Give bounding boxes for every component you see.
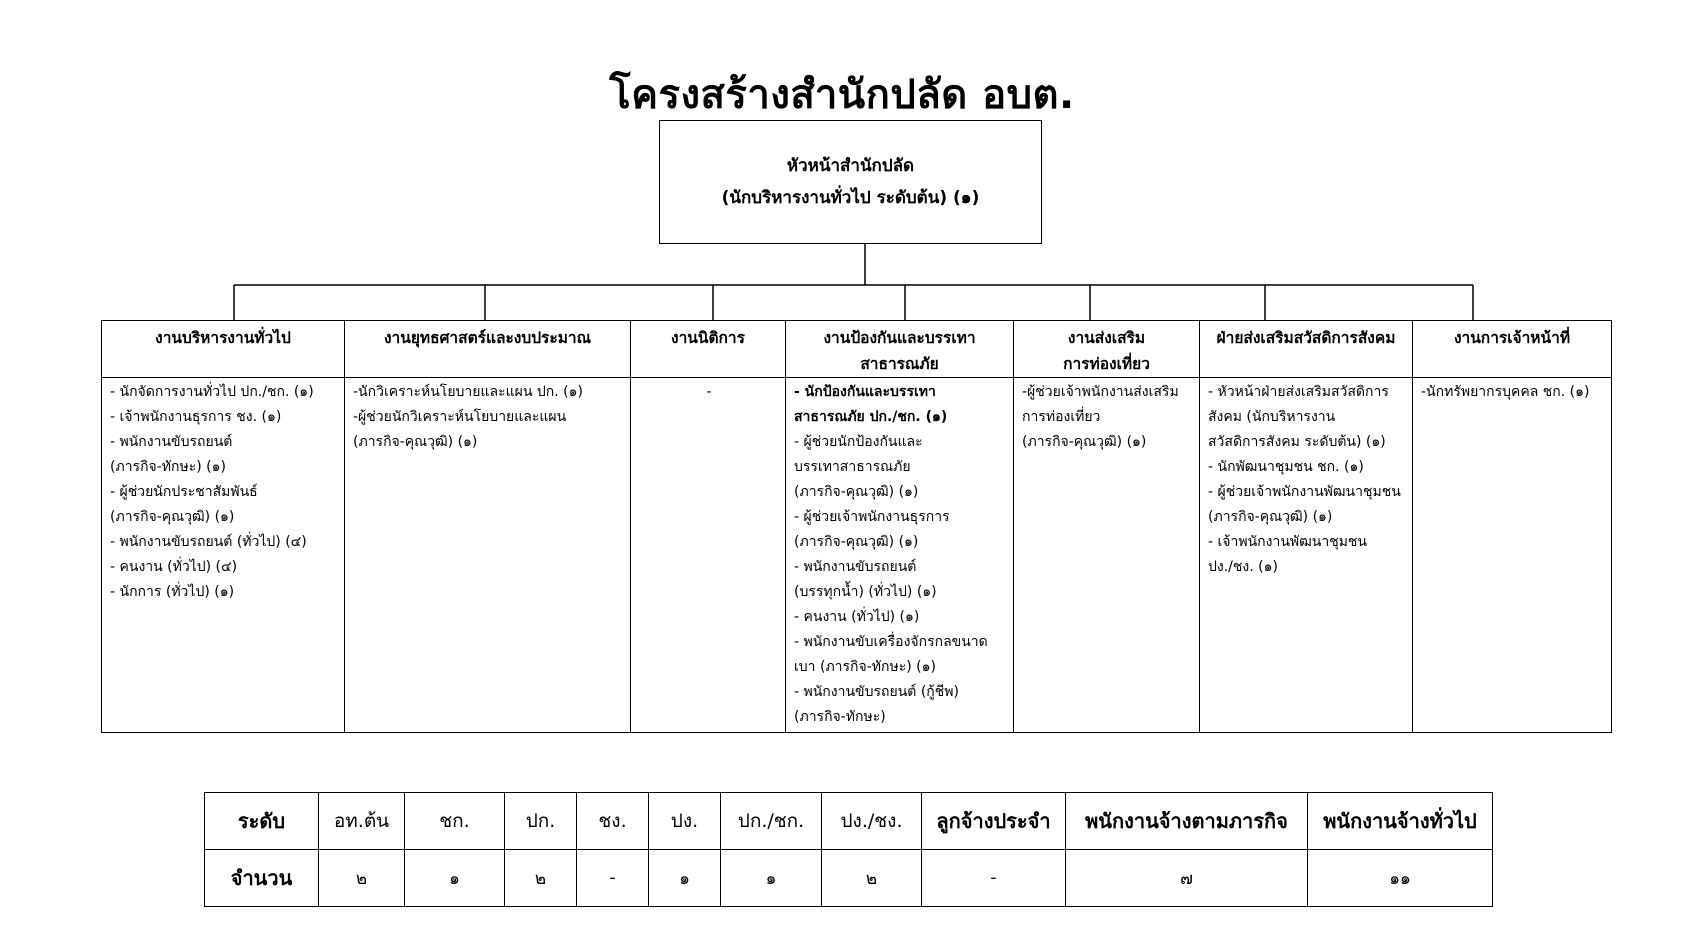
summary-table	[204, 792, 1493, 907]
head-subtitle: (นักบริหารงานทั่วไป ระดับต้น) (๑)	[721, 188, 980, 208]
staff-item: -นักทรัพยากรบุคคล ชก. (๑)	[1421, 384, 1590, 400]
division-header-disaster: งานป้องกันและบรรเทา สาธารณภัย	[786, 321, 1014, 378]
staff-item: - ผู้ช่วยนักป้องกันและ บรรเทาสาธารณภัย (ภารกิจ-คุณวุฒิ) (๑)	[794, 434, 923, 500]
division-staff-personnel	[1413, 378, 1612, 733]
summary-count-cell: ๗	[1066, 850, 1308, 907]
staff-item: - คนงาน (ทั่วไป) (๑)	[794, 609, 920, 625]
staff-item: - นักจัดการงานทั่วไป ปก./ชก. (๑)	[110, 384, 314, 400]
division-header-row	[102, 321, 1612, 378]
summary-level-cell: พนักงานจ้างทั่วไป	[1308, 793, 1493, 850]
staff-item: - พนักงานขับรถยนต์ (ทั่วไป) (๔)	[110, 534, 307, 550]
staff-item: -ผู้ช่วยนักวิเคราะห์นโยบายและแผน (ภารกิจ-คุณวุฒิ) (๑)	[353, 409, 567, 450]
staff-item: - พนักงานขับเครื่องจักรกลขนาด เบา (ภารกิจ-ทักษะ) (๑)	[794, 634, 988, 675]
staff-item: - นักพัฒนาชุมชน ชก. (๑)	[1208, 459, 1364, 475]
division-staff-disaster	[786, 378, 1014, 733]
staff-item: - ผู้ช่วยเจ้าพนักงานพัฒนาชุมชน (ภารกิจ-คุณวุฒิ) (๑)	[1208, 484, 1401, 525]
summary-level-cell: ลูกจ้างประจำ	[922, 793, 1066, 850]
summary-count-cell: ๒	[319, 850, 405, 907]
division-header-strategy: งานยุทธศาสตร์และงบประมาณ	[345, 321, 631, 378]
division-staff-tourism	[1014, 378, 1200, 733]
summary-count-cell: ๑	[405, 850, 505, 907]
staff-item: - คนงาน (ทั่วไป) (๔)	[110, 559, 238, 575]
summary-count-cell: ๑	[721, 850, 822, 907]
summary-level-row	[205, 793, 1493, 850]
summary-level-cell: ปง.	[649, 793, 721, 850]
summary-count-cell: ๑	[649, 850, 721, 907]
division-staff-row	[102, 378, 1612, 733]
summary-level-cell: ปก.	[505, 793, 577, 850]
summary-level-label: ระดับ	[205, 793, 319, 850]
staff-item: - นักการ (ทั่วไป) (๑)	[110, 584, 235, 600]
page-title: โครงสร้างสำนักปลัด อบต.	[609, 72, 1075, 118]
summary-level-cell: พนักงานจ้างตามภารกิจ	[1066, 793, 1308, 850]
division-table	[101, 320, 1612, 733]
division-header-personnel: งานการเจ้าหน้าที่	[1413, 321, 1612, 378]
division-staff-admin	[102, 378, 345, 733]
staff-item-lead: - นักป้องกันและบรรเทา สาธารณภัย ปก./ชก. (๑)	[794, 384, 948, 425]
staff-item: - พนักงานขับรถยนต์ (ภารกิจ-ทักษะ) (๑)	[110, 434, 233, 475]
division-header-legal: งานนิติการ	[631, 321, 786, 378]
staff-item: - พนักงานขับรถยนต์ (กู้ชีพ) (ภารกิจ-ทักษะ)	[794, 684, 959, 725]
summary-count-label: จำนวน	[205, 850, 319, 907]
summary-level-cell: ชก.	[405, 793, 505, 850]
division-header-admin: งานบริหารงานทั่วไป	[102, 321, 345, 378]
head-title: หัวหน้าสำนักปลัด	[786, 156, 915, 176]
staff-item: -	[706, 384, 712, 400]
division-staff-welfare	[1200, 378, 1413, 733]
staff-item: - เจ้าพนักงานพัฒนาชุมชน ปง./ชง. (๑)	[1208, 534, 1368, 575]
summary-count-cell: ๑๑	[1308, 850, 1493, 907]
staff-item: - หัวหน้าฝ่ายส่งเสริมสวัสดิการ สังคม (นักบริหารงาน สวัสดิการสังคม ระดับต้น) (๑)	[1208, 384, 1389, 450]
division-staff-strategy	[345, 378, 631, 733]
summary-level-cell: ชง.	[577, 793, 649, 850]
staff-item: -ผู้ช่วยเจ้าพนักงานส่งเสริม การท่องเที่ยว (ภารกิจ-คุณวุฒิ) (๑)	[1022, 384, 1179, 450]
summary-level-cell: อท.ต้น	[319, 793, 405, 850]
staff-item: - เจ้าพนักงานธุรการ ชง. (๑)	[110, 409, 282, 425]
summary-count-cell: -	[577, 850, 649, 907]
summary-count-cell: ๒	[505, 850, 577, 907]
summary-level-cell: ปก./ชก.	[721, 793, 822, 850]
division-header-welfare: ฝ่ายส่งเสริมสวัสดิการสังคม	[1200, 321, 1413, 378]
staff-item: - ผู้ช่วยนักประชาสัมพันธ์ (ภารกิจ-คุณวุฒิ) (๑)	[110, 484, 258, 525]
summary-level-cell: ปง./ชง.	[822, 793, 922, 850]
staff-item: - พนักงานขับรถยนต์ (บรรทุกน้ำ) (ทั่วไป) (๑)	[794, 559, 937, 600]
staff-item: -นักวิเคราะห์นโยบายและแผน ปก. (๑)	[353, 384, 583, 400]
division-header-tourism: งานส่งเสริม การท่องเที่ยว	[1014, 321, 1200, 378]
summary-count-row	[205, 850, 1493, 907]
summary-count-cell: ๒	[822, 850, 922, 907]
division-staff-legal	[631, 378, 786, 733]
staff-item: - ผู้ช่วยเจ้าพนักงานธุรการ (ภารกิจ-คุณวุฒิ) (๑)	[794, 509, 950, 550]
summary-count-cell: -	[922, 850, 1066, 907]
